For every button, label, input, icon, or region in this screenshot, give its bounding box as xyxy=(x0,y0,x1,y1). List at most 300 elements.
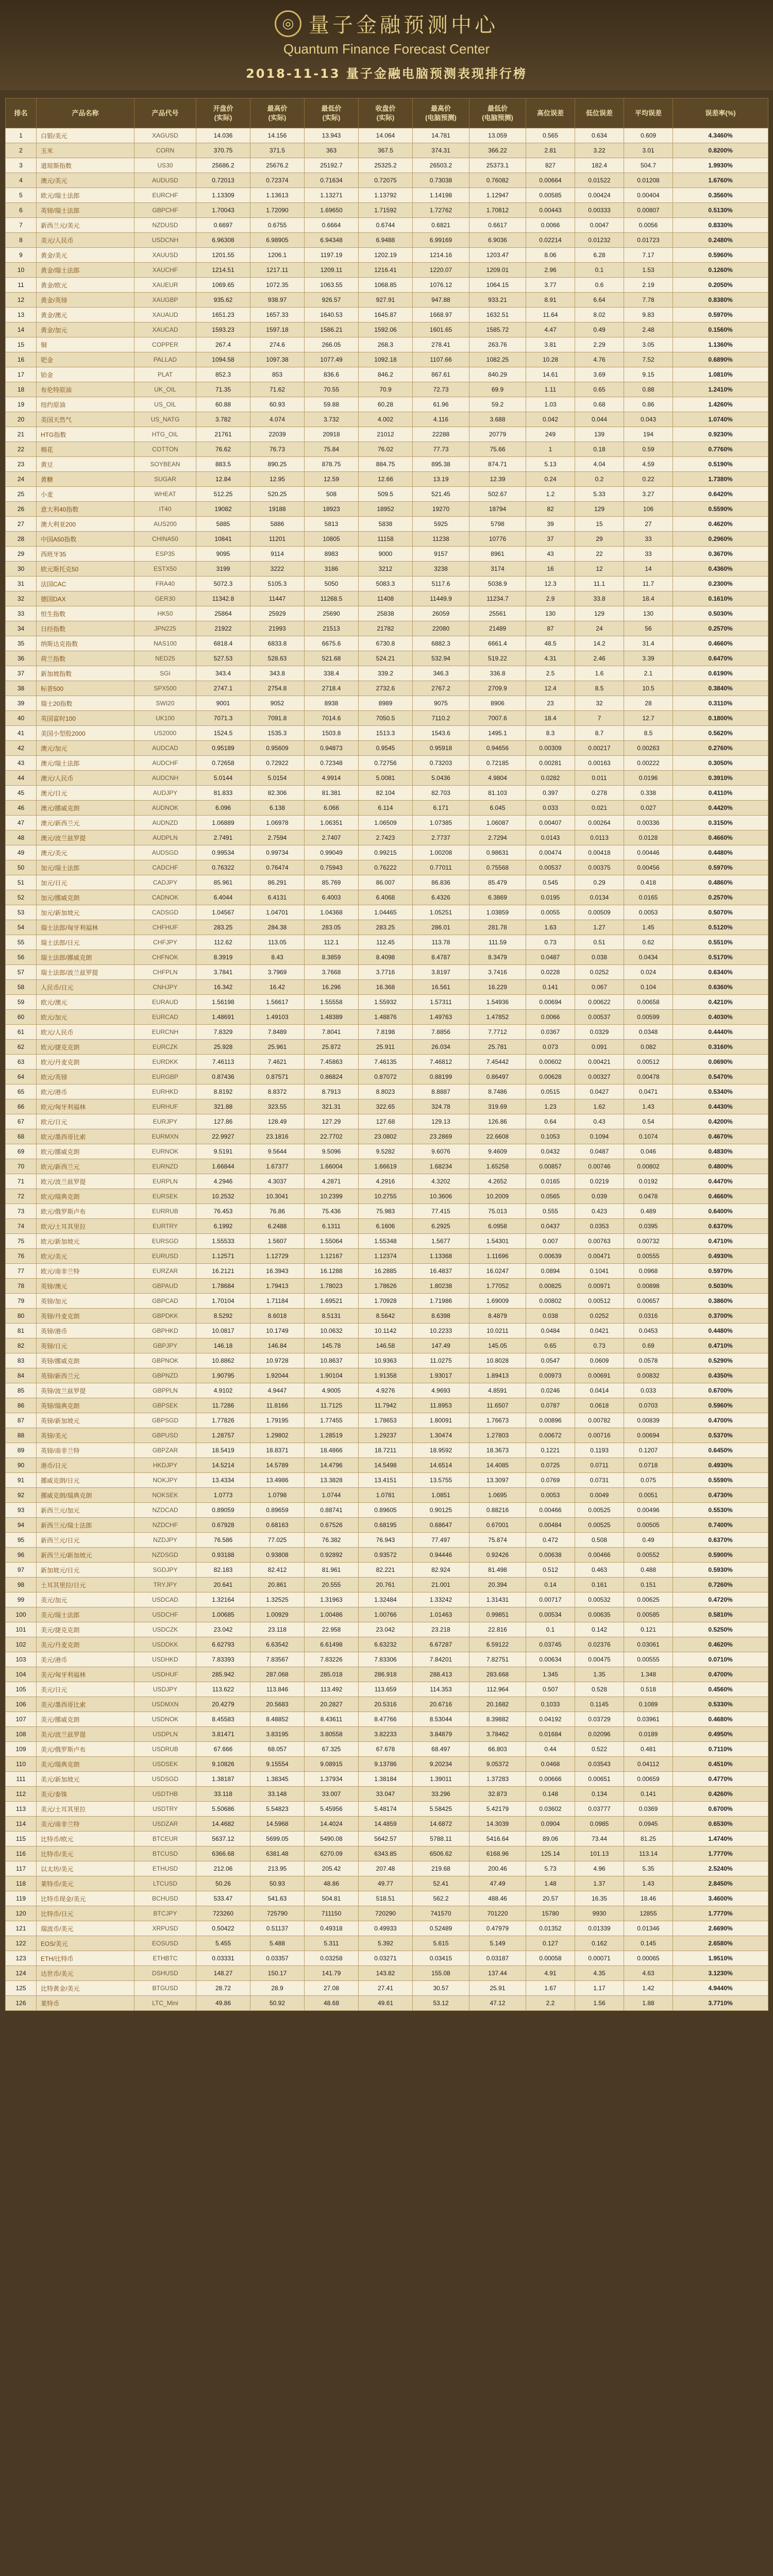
close-cell: 3212 xyxy=(359,562,413,577)
avg-error-cell: 0.00478 xyxy=(624,1070,673,1084)
product-name-cell: 美元/俄罗斯卢布 xyxy=(37,1742,135,1757)
error-rate-cell: 0.5960% xyxy=(673,248,768,263)
forecast-low-cell: 263.76 xyxy=(469,337,526,352)
low-error-cell: 0.161 xyxy=(575,1578,624,1592)
open-cell: 2747.1 xyxy=(196,681,250,696)
rank-cell: 79 xyxy=(6,1294,37,1309)
product-name-cell: 欧元/丹麦克朗 xyxy=(37,1055,135,1070)
forecast-low-cell: 7.45442 xyxy=(469,1055,526,1070)
product-code-cell: EURCNH xyxy=(135,1025,196,1040)
product-code-cell: US_OIL xyxy=(135,397,196,412)
close-cell: 11408 xyxy=(359,591,413,606)
avg-error-cell: 1.88 xyxy=(624,1996,673,2011)
high-error-cell: 0.0432 xyxy=(526,1144,575,1159)
avg-error-cell: 0.0316 xyxy=(624,1309,673,1324)
high-cell: 0.76474 xyxy=(250,860,305,875)
low-error-cell: 0.00418 xyxy=(575,845,624,860)
open-cell: 28.72 xyxy=(196,1981,250,1996)
high-cell: 6.138 xyxy=(250,801,305,816)
low-cell: 20.2827 xyxy=(305,1697,359,1712)
close-cell: 0.72756 xyxy=(359,756,413,771)
product-code-cell: LTC_Mini xyxy=(135,1996,196,2011)
forecast-low-cell: 1585.72 xyxy=(469,323,526,337)
product-code-cell: CHFNOK xyxy=(135,950,196,965)
high-cell: 7.8489 xyxy=(250,1025,305,1040)
low-error-cell: 0.039 xyxy=(575,1189,624,1204)
low-error-cell: 2.46 xyxy=(575,651,624,666)
low-error-cell: 4.04 xyxy=(575,457,624,472)
low-error-cell: 1.6 xyxy=(575,666,624,681)
low-error-cell: 0.091 xyxy=(575,1040,624,1055)
column-header: 误差率(%) xyxy=(673,98,768,128)
avg-error-cell: 33 xyxy=(624,532,673,547)
close-cell: 1.38184 xyxy=(359,1772,413,1787)
avg-error-cell: 33 xyxy=(624,547,673,562)
low-cell: 1063.55 xyxy=(305,278,359,293)
product-code-cell: DSHUSD xyxy=(135,1966,196,1981)
rank-cell: 12 xyxy=(6,293,37,308)
high-cell: 9.15554 xyxy=(250,1757,305,1772)
rank-cell: 64 xyxy=(6,1070,37,1084)
table-row xyxy=(6,547,768,562)
low-error-cell: 0.1193 xyxy=(575,1443,624,1458)
product-name-cell: 英镑/南非兰特 xyxy=(37,1443,135,1458)
close-cell: 1.04465 xyxy=(359,905,413,920)
product-code-cell: NZDSGD xyxy=(135,1548,196,1563)
forecast-low-cell: 81.103 xyxy=(469,786,526,801)
error-rate-cell: 0.4700% xyxy=(673,1667,768,1682)
forecast-high-cell: 52.41 xyxy=(413,1876,469,1891)
low-cell: 1.13271 xyxy=(305,188,359,203)
product-code-cell: EURHKD xyxy=(135,1084,196,1099)
rank-cell: 44 xyxy=(6,771,37,786)
table-row xyxy=(6,875,768,890)
error-rate-cell: 1.9930% xyxy=(673,158,768,173)
table-row xyxy=(6,1383,768,1398)
high-error-cell: 0.00534 xyxy=(526,1607,575,1622)
avg-error-cell: 9.83 xyxy=(624,308,673,323)
product-name-cell: 加元/日元 xyxy=(37,875,135,890)
product-code-cell: IT40 xyxy=(135,502,196,517)
product-code-cell: ESTX50 xyxy=(135,562,196,577)
product-name-cell: 瑞士20指数 xyxy=(37,696,135,711)
product-code-cell: USDHKD xyxy=(135,1652,196,1667)
forecast-low-cell: 47.12 xyxy=(469,1996,526,2011)
rank-cell: 10 xyxy=(6,263,37,278)
rank-cell: 55 xyxy=(6,935,37,950)
low-cell: 85.769 xyxy=(305,875,359,890)
error-rate-cell: 0.5190% xyxy=(673,457,768,472)
high-cell: 11201 xyxy=(250,532,305,547)
close-cell: 6.114 xyxy=(359,801,413,816)
high-error-cell: 1.03 xyxy=(526,397,575,412)
close-cell: 5.392 xyxy=(359,1936,413,1951)
low-cell: 22.958 xyxy=(305,1622,359,1637)
low-cell: 1197.19 xyxy=(305,248,359,263)
high-error-cell: 2.5 xyxy=(526,666,575,681)
forecast-low-cell: 701220 xyxy=(469,1906,526,1921)
rank-cell: 121 xyxy=(6,1921,37,1936)
open-cell: 1.00685 xyxy=(196,1607,250,1622)
table-row xyxy=(6,1637,768,1652)
low-error-cell: 0.1 xyxy=(575,263,624,278)
close-cell: 70.9 xyxy=(359,382,413,397)
low-error-cell: 0.508 xyxy=(575,1533,624,1548)
avg-error-cell: 4.59 xyxy=(624,457,673,472)
product-name-cell: 欧元/挪威克朗 xyxy=(37,1144,135,1159)
rank-cell: 86 xyxy=(6,1398,37,1413)
close-cell: 1092.18 xyxy=(359,352,413,367)
product-code-cell: SWI20 xyxy=(135,696,196,711)
low-cell: 1.00486 xyxy=(305,1607,359,1622)
open-cell: 25864 xyxy=(196,606,250,621)
quantum-logo-icon: ◎ xyxy=(275,10,301,37)
forecast-high-cell: 1.71986 xyxy=(413,1294,469,1309)
low-error-cell: 0.522 xyxy=(575,1742,624,1757)
open-cell: 1201.55 xyxy=(196,248,250,263)
product-name-cell: 莱特币/美元 xyxy=(37,1876,135,1891)
high-cell: 60.93 xyxy=(250,397,305,412)
product-code-cell: NED25 xyxy=(135,651,196,666)
high-cell: 1.79413 xyxy=(250,1279,305,1294)
forecast-low-cell: 112.964 xyxy=(469,1682,526,1697)
avg-error-cell: 0.00599 xyxy=(624,1010,673,1025)
low-error-cell: 6.64 xyxy=(575,293,624,308)
high-cell: 71.62 xyxy=(250,382,305,397)
high-cell: 50.93 xyxy=(250,1876,305,1891)
forecast-low-cell: 1203.47 xyxy=(469,248,526,263)
high-error-cell: 23 xyxy=(526,696,575,711)
high-cell: 890.25 xyxy=(250,457,305,472)
error-rate-cell: 0.3670% xyxy=(673,547,768,562)
rank-cell: 82 xyxy=(6,1338,37,1353)
low-error-cell: 0.00746 xyxy=(575,1159,624,1174)
low-cell: 7.83226 xyxy=(305,1652,359,1667)
avg-error-cell: 7.52 xyxy=(624,352,673,367)
report-subtitle: 2018-11-13 量子金融电脑预测表现排行榜 xyxy=(246,66,527,81)
error-rate-cell: 0.3700% xyxy=(673,1309,768,1324)
rank-cell: 71 xyxy=(6,1174,37,1189)
low-cell: 27.08 xyxy=(305,1981,359,1996)
forecast-high-cell: 1214.16 xyxy=(413,248,469,263)
low-error-cell: 0.0049 xyxy=(575,1488,624,1503)
low-cell: 4.9005 xyxy=(305,1383,359,1398)
error-rate-cell: 0.5530% xyxy=(673,1503,768,1518)
forecast-low-cell: 366.22 xyxy=(469,143,526,158)
product-code-cell: HK50 xyxy=(135,606,196,621)
product-code-cell: HTG_OIL xyxy=(135,427,196,442)
column-header: 平均误差 xyxy=(624,98,673,128)
product-name-cell: 新加坡指数 xyxy=(37,666,135,681)
low-error-cell: 0.03777 xyxy=(575,1802,624,1817)
open-cell: 5.455 xyxy=(196,1936,250,1951)
table-row xyxy=(6,1353,768,1368)
avg-error-cell: 14 xyxy=(624,562,673,577)
close-cell: 1.66619 xyxy=(359,1159,413,1174)
open-cell: 6.62793 xyxy=(196,1637,250,1652)
high-cell: 0.72374 xyxy=(250,173,305,188)
high-cell: 1.04701 xyxy=(250,905,305,920)
rank-cell: 36 xyxy=(6,651,37,666)
forecast-high-cell: 53.12 xyxy=(413,1996,469,2011)
rank-cell: 123 xyxy=(6,1951,37,1966)
forecast-high-cell: 33.296 xyxy=(413,1787,469,1802)
rank-cell: 53 xyxy=(6,905,37,920)
close-cell: 127.68 xyxy=(359,1114,413,1129)
product-name-cell: 新西兰元/加元 xyxy=(37,1503,135,1518)
high-error-cell: 16 xyxy=(526,562,575,577)
open-cell: 9.10826 xyxy=(196,1757,250,1772)
forecast-low-cell: 5416.64 xyxy=(469,1832,526,1846)
low-cell: 711150 xyxy=(305,1906,359,1921)
rank-cell: 88 xyxy=(6,1428,37,1443)
forecast-high-cell: 1.5677 xyxy=(413,1234,469,1249)
low-cell: 926.57 xyxy=(305,293,359,308)
rank-cell: 110 xyxy=(6,1757,37,1772)
table-row xyxy=(6,323,768,337)
forecast-low-cell: 200.46 xyxy=(469,1861,526,1876)
forecast-low-cell: 0.75568 xyxy=(469,860,526,875)
product-name-cell: 美元/墨西哥比索 xyxy=(37,1697,135,1712)
product-name-cell: 黄金/澳元 xyxy=(37,308,135,323)
close-cell: 509.5 xyxy=(359,487,413,502)
high-cell: 1.72090 xyxy=(250,203,305,218)
forecast-low-cell: 75.66 xyxy=(469,442,526,457)
low-error-cell: 0.02096 xyxy=(575,1727,624,1742)
close-cell: 0.93572 xyxy=(359,1548,413,1563)
high-cell: 22039 xyxy=(250,427,305,442)
avg-error-cell: 0.141 xyxy=(624,1787,673,1802)
error-rate-cell: 1.4740% xyxy=(673,1832,768,1846)
rank-cell: 96 xyxy=(6,1548,37,1563)
error-rate-cell: 0.6370% xyxy=(673,1219,768,1234)
product-name-cell: 美元/丹麦克朗 xyxy=(37,1637,135,1652)
error-rate-cell: 1.1360% xyxy=(673,337,768,352)
product-code-cell: XAUCAD xyxy=(135,323,196,337)
avg-error-cell: 0.0051 xyxy=(624,1488,673,1503)
close-cell: 322.65 xyxy=(359,1099,413,1114)
error-rate-cell: 0.4800% xyxy=(673,1159,768,1174)
rank-cell: 60 xyxy=(6,1010,37,1025)
product-code-cell: ESP35 xyxy=(135,547,196,562)
rank-cell: 26 xyxy=(6,502,37,517)
table-row xyxy=(6,816,768,831)
product-code-cell: EURJPY xyxy=(135,1114,196,1129)
rank-cell: 90 xyxy=(6,1458,37,1473)
close-cell: 367.5 xyxy=(359,143,413,158)
forecast-low-cell: 1.06087 xyxy=(469,816,526,831)
forecast-high-cell: 6.99169 xyxy=(413,233,469,248)
product-name-cell: 英镑/澳元 xyxy=(37,1279,135,1294)
avg-error-cell: 106 xyxy=(624,502,673,517)
error-rate-cell: 0.1560% xyxy=(673,323,768,337)
rank-cell: 46 xyxy=(6,801,37,816)
forecast-high-cell: 0.03415 xyxy=(413,1951,469,1966)
product-name-cell: 美元/日元 xyxy=(37,1682,135,1697)
high-error-cell: 3.77 xyxy=(526,278,575,293)
product-code-cell: USDNOK xyxy=(135,1712,196,1727)
rank-cell: 99 xyxy=(6,1592,37,1607)
forecast-low-cell: 16.0247 xyxy=(469,1264,526,1279)
product-name-cell: 欧元/加元 xyxy=(37,1010,135,1025)
product-code-cell: XAGUSD xyxy=(135,128,196,143)
high-cell: 6833.8 xyxy=(250,636,305,651)
low-error-cell: 4.76 xyxy=(575,352,624,367)
open-cell: 14.4682 xyxy=(196,1817,250,1832)
forecast-low-cell: 1082.25 xyxy=(469,352,526,367)
error-rate-cell: 0.5970% xyxy=(673,1264,768,1279)
open-cell: 283.25 xyxy=(196,920,250,935)
close-cell: 1.71592 xyxy=(359,203,413,218)
open-cell: 112.62 xyxy=(196,935,250,950)
low-cell: 3.80558 xyxy=(305,1727,359,1742)
high-cell: 9114 xyxy=(250,547,305,562)
high-cell: 2.7594 xyxy=(250,831,305,845)
rank-cell: 117 xyxy=(6,1861,37,1876)
error-rate-cell: 0.9230% xyxy=(673,427,768,442)
close-cell: 86.007 xyxy=(359,875,413,890)
avg-error-cell: 0.00694 xyxy=(624,1428,673,1443)
error-rate-cell: 0.4620% xyxy=(673,1637,768,1652)
product-code-cell: JPN225 xyxy=(135,621,196,636)
product-code-cell: GBPCHF xyxy=(135,203,196,218)
product-name-cell: 比特币/美元 xyxy=(37,1846,135,1861)
table-row xyxy=(6,1906,768,1921)
table-row xyxy=(6,726,768,741)
forecast-high-cell: 7.8856 xyxy=(413,1025,469,1040)
error-rate-cell: 1.7770% xyxy=(673,1906,768,1921)
product-code-cell: AUDUSD xyxy=(135,173,196,188)
close-cell: 1068.85 xyxy=(359,278,413,293)
low-error-cell: 0.0618 xyxy=(575,1398,624,1413)
close-cell: 75.983 xyxy=(359,1204,413,1219)
product-name-cell: 澳元/挪威克朗 xyxy=(37,801,135,816)
product-code-cell: BTCUSD xyxy=(135,1846,196,1861)
close-cell: 1.55348 xyxy=(359,1234,413,1249)
table-row xyxy=(6,263,768,278)
product-code-cell: USDJPY xyxy=(135,1682,196,1697)
high-error-cell: 89.06 xyxy=(526,1832,575,1846)
close-cell: 1.29237 xyxy=(359,1428,413,1443)
error-rate-cell: 0.4480% xyxy=(673,1324,768,1338)
low-error-cell: 0.142 xyxy=(575,1622,624,1637)
table-row xyxy=(6,1817,768,1832)
avg-error-cell: 0.1089 xyxy=(624,1697,673,1712)
rank-cell: 100 xyxy=(6,1607,37,1622)
product-code-cell: GBPDKK xyxy=(135,1309,196,1324)
rank-cell: 109 xyxy=(6,1742,37,1757)
low-cell: 7014.6 xyxy=(305,711,359,726)
forecast-high-cell: 14.781 xyxy=(413,128,469,143)
close-cell: 1.06509 xyxy=(359,816,413,831)
open-cell: 1069.65 xyxy=(196,278,250,293)
rank-cell: 113 xyxy=(6,1802,37,1817)
title-row xyxy=(275,9,498,38)
low-cell: 16.1288 xyxy=(305,1264,359,1279)
product-name-cell: 德国DAX xyxy=(37,591,135,606)
low-error-cell: 0.044 xyxy=(575,412,624,427)
low-cell: 70.55 xyxy=(305,382,359,397)
high-cell: 6381.48 xyxy=(250,1846,305,1861)
rank-cell: 66 xyxy=(6,1099,37,1114)
high-error-cell: 0.042 xyxy=(526,412,575,427)
forecast-high-cell: 21.001 xyxy=(413,1578,469,1592)
avg-error-cell: 0.00585 xyxy=(624,1607,673,1622)
high-error-cell: 0.0468 xyxy=(526,1757,575,1772)
low-cell: 6.1311 xyxy=(305,1219,359,1234)
open-cell: 19082 xyxy=(196,502,250,517)
close-cell: 0.9545 xyxy=(359,741,413,756)
close-cell: 8989 xyxy=(359,696,413,711)
table-row xyxy=(6,1891,768,1906)
forecast-high-cell: 0.95918 xyxy=(413,741,469,756)
forecast-low-cell: 6661.4 xyxy=(469,636,526,651)
product-name-cell: 欧元/南非兰特 xyxy=(37,1264,135,1279)
avg-error-cell: 0.00832 xyxy=(624,1368,673,1383)
low-cell: 5.311 xyxy=(305,1936,359,1951)
high-cell: 853 xyxy=(250,367,305,382)
avg-error-cell: 0.00807 xyxy=(624,203,673,218)
rank-cell: 92 xyxy=(6,1488,37,1503)
low-error-cell: 0.463 xyxy=(575,1563,624,1578)
high-error-cell: 0.397 xyxy=(526,786,575,801)
close-cell: 2732.6 xyxy=(359,681,413,696)
avg-error-cell: 0.00404 xyxy=(624,188,673,203)
rank-cell: 83 xyxy=(6,1353,37,1368)
avg-error-cell: 0.0395 xyxy=(624,1219,673,1234)
table-row xyxy=(6,1084,768,1099)
high-cell: 11.8166 xyxy=(250,1398,305,1413)
forecast-high-cell: 8.8887 xyxy=(413,1084,469,1099)
product-code-cell: NZDUSD xyxy=(135,218,196,233)
rank-cell: 54 xyxy=(6,920,37,935)
low-cell: 81.961 xyxy=(305,1563,359,1578)
table-row xyxy=(6,935,768,950)
high-error-cell: 0.0515 xyxy=(526,1084,575,1099)
low-cell: 10.0632 xyxy=(305,1324,359,1338)
forecast-high-cell: 1.72762 xyxy=(413,203,469,218)
forecast-high-cell: 10.3606 xyxy=(413,1189,469,1204)
table-row xyxy=(6,1159,768,1174)
error-rate-cell: 0.5470% xyxy=(673,1070,768,1084)
close-cell: 14.4859 xyxy=(359,1817,413,1832)
product-code-cell: EURPLN xyxy=(135,1174,196,1189)
high-error-cell: 0.44 xyxy=(526,1742,575,1757)
forecast-low-cell: 0.86497 xyxy=(469,1070,526,1084)
product-code-cell: GBPPLN xyxy=(135,1383,196,1398)
error-rate-cell: 0.4930% xyxy=(673,1249,768,1264)
low-error-cell: 0.00327 xyxy=(575,1070,624,1084)
error-rate-cell: 0.4420% xyxy=(673,801,768,816)
table-row xyxy=(6,1518,768,1533)
avg-error-cell: 130 xyxy=(624,606,673,621)
close-cell: 3.82233 xyxy=(359,1727,413,1742)
open-cell: 76.453 xyxy=(196,1204,250,1219)
open-cell: 16.2121 xyxy=(196,1264,250,1279)
open-cell: 50.26 xyxy=(196,1876,250,1891)
table-row xyxy=(6,427,768,442)
product-code-cell: TRYJPY xyxy=(135,1578,196,1592)
open-cell: 20.4279 xyxy=(196,1697,250,1712)
open-cell: 8.45583 xyxy=(196,1712,250,1727)
high-error-cell: 0.03602 xyxy=(526,1802,575,1817)
low-cell: 205.42 xyxy=(305,1861,359,1876)
open-cell: 1.06889 xyxy=(196,816,250,831)
avg-error-cell: 3.05 xyxy=(624,337,673,352)
error-rate-cell: 0.6420% xyxy=(673,487,768,502)
avg-error-cell: 18.4 xyxy=(624,591,673,606)
open-cell: 9001 xyxy=(196,696,250,711)
